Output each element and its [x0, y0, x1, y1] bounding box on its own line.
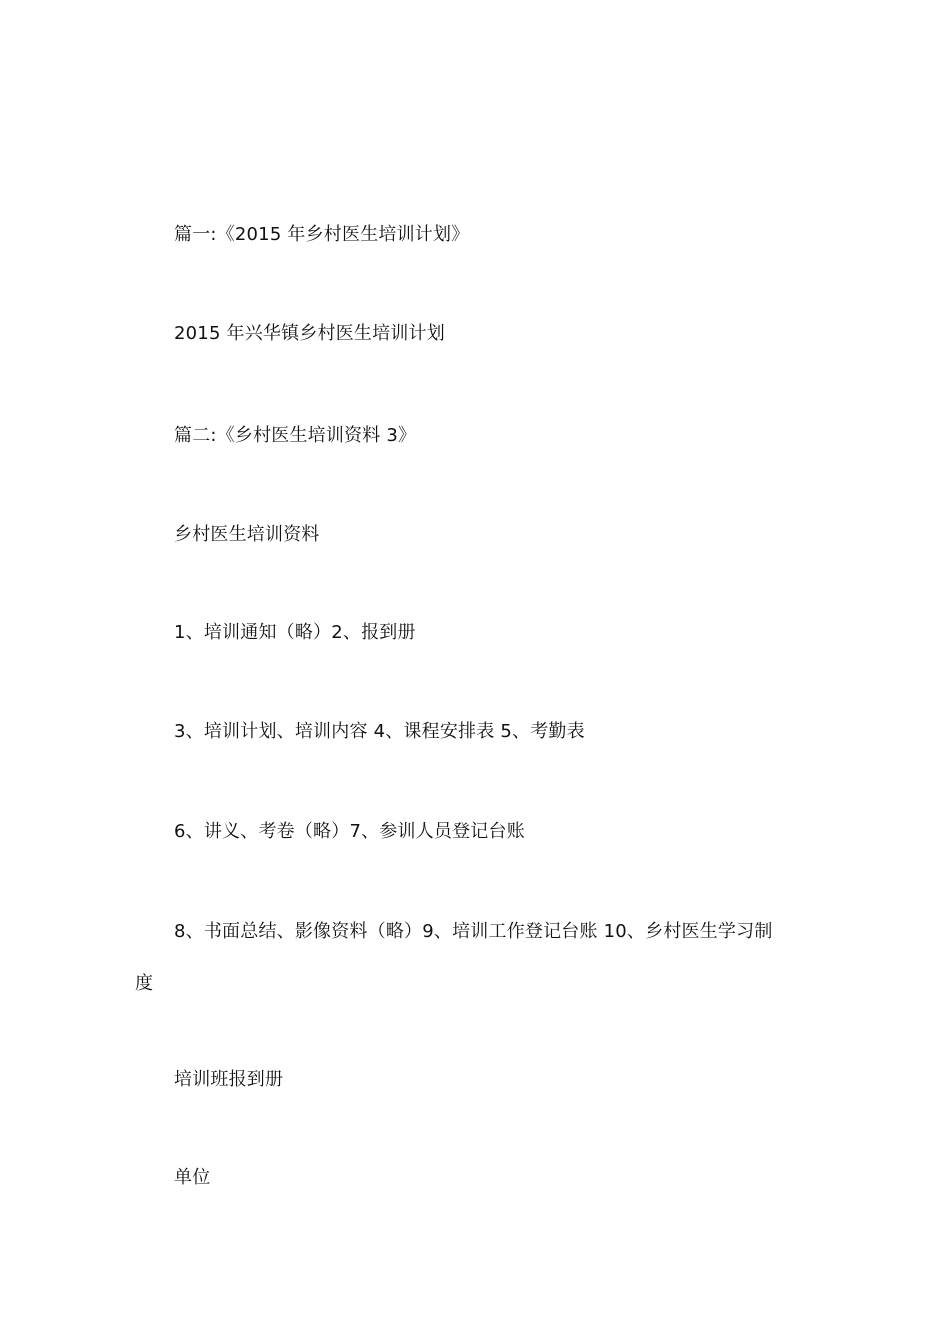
materials-list-line-4: 8、书面总结、影像资料（略）9、培训工作登记台账 10、乡村医生学习制	[174, 921, 773, 942]
materials-list-line-3: 6、讲义、考卷（略）7、参训人员登记台账	[174, 821, 525, 842]
unit-label: 单位	[174, 1167, 211, 1188]
section-one-heading: 篇一:《2015 年乡村医生培训计划》	[174, 224, 470, 245]
materials-title: 乡村医生培训资料	[174, 524, 320, 545]
materials-list-line-4-continued: 度	[135, 973, 153, 994]
plan-title: 2015 年兴华镇乡村医生培训计划	[174, 323, 445, 344]
registration-book-title: 培训班报到册	[174, 1069, 284, 1090]
materials-list-line-1: 1、培训通知（略）2、报到册	[174, 622, 416, 643]
section-two-heading: 篇二:《乡村医生培训资料 3》	[174, 425, 417, 446]
materials-list-line-2: 3、培训计划、培训内容 4、课程安排表 5、考勤表	[174, 721, 585, 742]
